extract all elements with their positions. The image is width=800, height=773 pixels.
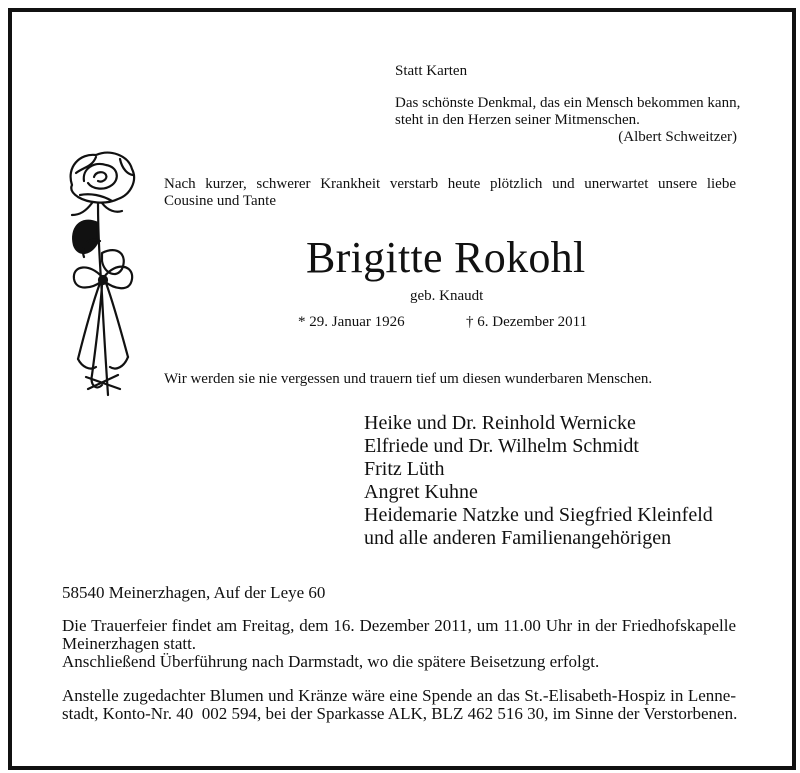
family-list: [364, 412, 713, 550]
family-member: Heidemarie Natzke und Siegfried Kleinfeld: [364, 504, 713, 526]
family-member: Heike und Dr. Reinhold Wernicke: [364, 412, 636, 434]
intro: [164, 176, 736, 210]
donation-info: [62, 687, 736, 723]
ceremony-line-3: Anschließend Überführung nach Darmstadt, wo die spätere Beisetzung erfolgt.: [62, 652, 600, 671]
quote-author: (Albert Schweitzer): [618, 129, 737, 145]
donation-line-1: Anstelle zugedachter Blumen und Kränze wäre eine Spende an das St.-Elisabeth-Hospiz in Lenne-: [62, 686, 736, 705]
deceased-name: Brigitte Rokohl: [306, 233, 586, 282]
address: 58540 Meinerzhagen, Auf der Leye 60: [62, 583, 326, 602]
rose-icon: [62, 145, 140, 405]
statt-karten: Statt Karten: [395, 63, 468, 79]
ceremony-line-1: Die Trauerfeier findet am Freitag, dem 16. Dezember 2011, um 11.00 Uhr in der Friedhofskapelle: [62, 616, 736, 635]
family-member: Angret Kuhne: [364, 481, 478, 503]
quote: [395, 95, 741, 146]
quote-line-1: Das schönste Denkmal, das ein Mensch bekommen kann,: [395, 95, 741, 111]
ceremony-line-2: Meinerzhagen statt.: [62, 634, 197, 653]
farewell-text: Wir werden sie nie vergessen und trauern tief um diesen wunderbaren Menschen.: [164, 371, 653, 387]
ceremony-info: [62, 617, 736, 671]
death-date: † 6. Dezember 2011: [466, 314, 588, 330]
family-member: Fritz Lüth: [364, 458, 445, 480]
donation-line-2: stadt, Konto-Nr. 40 002 594, bei der Sparkasse ALK, BLZ 462 516 30, im Sinne der Verstorbenen.: [62, 704, 738, 723]
quote-line-2: steht in den Herzen seiner Mitmenschen.: [395, 112, 640, 128]
family-member: und alle anderen Familienangehörigen: [364, 527, 672, 549]
maiden-name: geb. Knaudt: [410, 288, 484, 304]
intro-line-2: Cousine und Tante: [164, 193, 276, 209]
birth-date: * 29. Januar 1926: [298, 314, 405, 330]
intro-line-1: Nach kurzer, schwerer Krankheit verstarb heute plötzlich und unerwartet unsere liebe: [164, 176, 736, 192]
family-member: Elfriede und Dr. Wilhelm Schmidt: [364, 435, 639, 457]
